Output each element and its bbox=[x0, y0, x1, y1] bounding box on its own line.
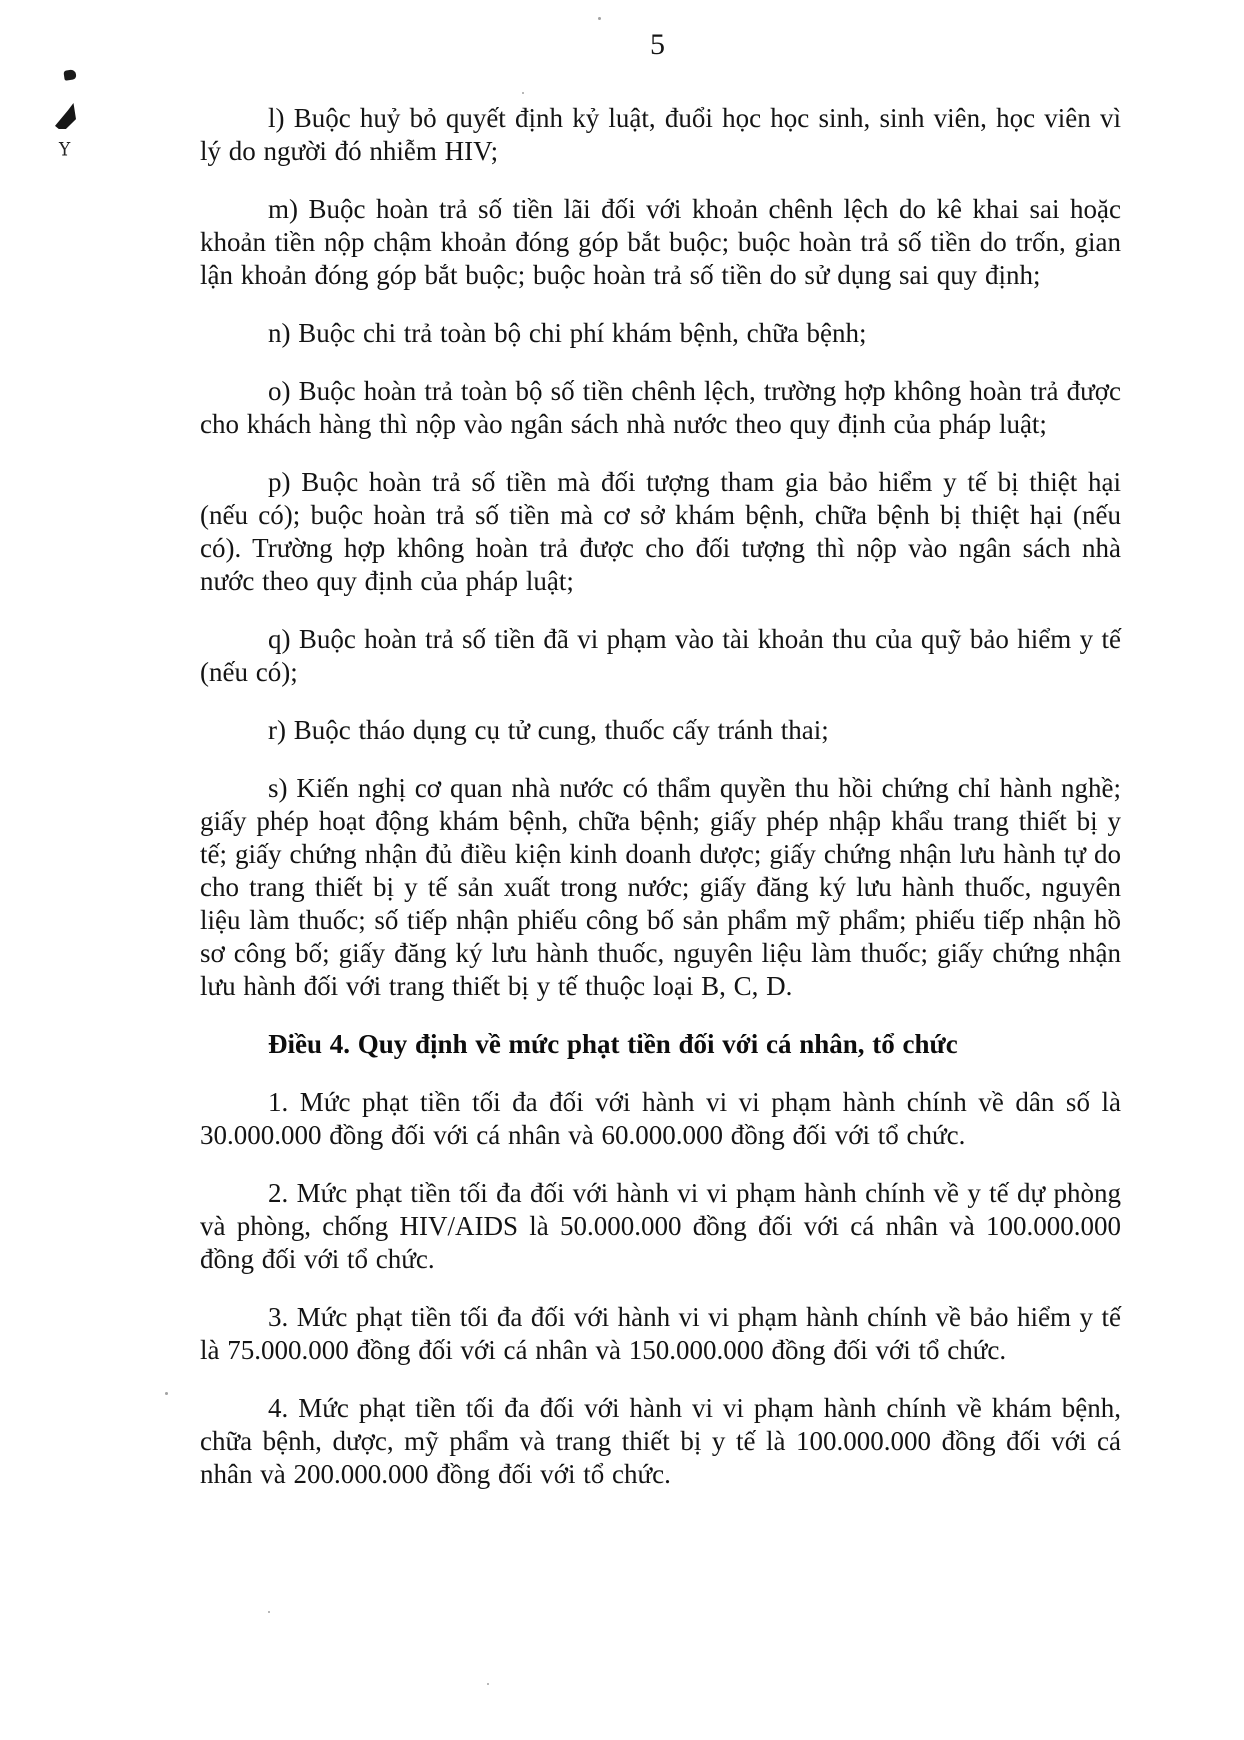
scan-artifact-blob bbox=[63, 69, 76, 81]
scan-speck bbox=[487, 1683, 489, 1685]
paragraph-p: p) Buộc hoàn trả số tiền mà đối tượng tham gia bảo hiểm y tế bị thiệt hại (nếu có); buộc hoàn trả số tiền mà cơ sở khám bệnh, chữa bệnh bị thiệt hại (nếu có). Trường hợp không hoàn trả được cho đối tượng thì nộp vào ngân sách nhà nước theo quy định của pháp luật; bbox=[200, 467, 1121, 596]
paragraph-o: o) Buộc hoàn trả toàn bộ số tiền chênh lệch, trường hợp không hoàn trả được cho khách hàng thì nộp vào ngân sách nhà nước theo quy định của pháp luật; bbox=[200, 376, 1121, 439]
page-number: 5 bbox=[650, 28, 665, 61]
scan-artifact-y-mark: Y bbox=[59, 139, 71, 161]
paragraph-n: n) Buộc chi trả toàn bộ chi phí khám bệnh, chữa bệnh; bbox=[268, 318, 867, 348]
paragraph-l: l) Buộc huỷ bỏ quyết định kỷ luật, đuổi học học sinh, sinh viên, học viên vì lý do người đó nhiễm HIV; bbox=[200, 103, 1121, 166]
paragraph-r: r) Buộc tháo dụng cụ tử cung, thuốc cấy tránh thai; bbox=[268, 715, 829, 745]
scan-speck bbox=[598, 17, 601, 20]
paragraph-m: m) Buộc hoàn trả số tiền lãi đối với khoản chênh lệch do kê khai sai hoặc khoản tiền nộp chậm khoản đóng góp bắt buộc; buộc hoàn trả số tiền do trốn, gian lận khoản đóng góp bắt buộc; buộc hoàn trả số tiền do sử dụng sai quy định; bbox=[200, 194, 1121, 290]
document-body bbox=[200, 102, 1121, 1516]
section-heading-dieu-4: Điều 4. Quy định về mức phạt tiền đối với cá nhân, tổ chức bbox=[268, 1029, 958, 1059]
paragraph-s: s) Kiến nghị cơ quan nhà nước có thẩm quyền thu hồi chứng chỉ hành nghề; giấy phép hoạt động khám bệnh, chữa bệnh; giấy phép nhập khẩu trang thiết bị y tế; giấy chứng nhận đủ điều kiện kinh doanh dược; giấy chứng nhận lưu hành tự do cho trang thiết bị y tế sản xuất trong nước; giấy đăng ký lưu hành thuốc, nguyên liệu làm thuốc; số tiếp nhận phiếu công bố sản phẩm mỹ phẩm; phiếu tiếp nhận hồ sơ công bố; giấy đăng ký lưu hành thuốc, nguyên liệu làm thuốc; giấy chứng nhận lưu hành đối với trang thiết bị y tế thuộc loại B, C, D. bbox=[200, 773, 1121, 1001]
paragraph-2: 2. Mức phạt tiền tối đa đối với hành vi vi phạm hành chính về y tế dự phòng và phòng, chống HIV/AIDS là 50.000.000 đồng đối với cá nhân và 100.000.000 đồng đối với tổ chức. bbox=[200, 1178, 1121, 1274]
paragraph-3: 3. Mức phạt tiền tối đa đối với hành vi vi phạm hành chính về bảo hiểm y tế là 75.000.000 đồng đối với cá nhân và 150.000.000 đồng đối với tổ chức. bbox=[200, 1302, 1121, 1365]
paragraph-q: q) Buộc hoàn trả số tiền đã vi phạm vào tài khoản thu của quỹ bảo hiểm y tế (nếu có); bbox=[200, 624, 1121, 687]
scan-speck bbox=[165, 1392, 168, 1395]
scan-speck bbox=[522, 92, 524, 94]
scan-artifact-triangle bbox=[55, 103, 76, 129]
scan-speck bbox=[268, 1611, 270, 1613]
paragraph-1: 1. Mức phạt tiền tối đa đối với hành vi vi phạm hành chính về dân số là 30.000.000 đồng đối với cá nhân và 60.000.000 đồng đối với tổ chức. bbox=[200, 1087, 1121, 1150]
paragraph-4: 4. Mức phạt tiền tối đa đối với hành vi vi phạm hành chính về khám bệnh, chữa bệnh, dược, mỹ phẩm và trang thiết bị y tế là 100.000.000 đồng đối với cá nhân và 200.000.000 đồng đối với tổ chức. bbox=[200, 1393, 1121, 1489]
